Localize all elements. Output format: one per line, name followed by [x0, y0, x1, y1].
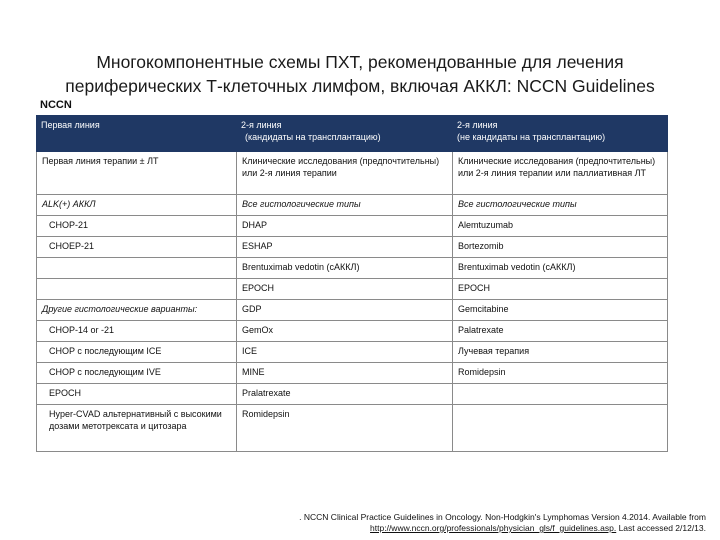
table-cell: ICE [237, 342, 453, 363]
table-cell: Bortezomib [453, 237, 668, 258]
table-row [37, 216, 668, 237]
table-row [37, 258, 668, 279]
table-cell: Romidepsin [453, 363, 668, 384]
table-row [37, 384, 668, 405]
table-cell: Alemtuzumab [453, 216, 668, 237]
table-row [37, 321, 668, 342]
header-second-line-transplant: 2-я линия (кандидаты на трансплантацию) [237, 116, 453, 152]
table-cell: Pralatrexate [237, 384, 453, 405]
table-row [37, 300, 668, 321]
table-cell: DHAP [237, 216, 453, 237]
table-cell: ALK(+) АККЛ [37, 195, 237, 216]
table-row [37, 279, 668, 300]
table-cell: Лучевая терапия [453, 342, 668, 363]
table-cell: CHOP с последующим ICE [37, 342, 237, 363]
table-cell: Клинические исследования (предпочтительны) или 2-я линия терапии [237, 152, 453, 195]
table-cell: EPOCH [37, 384, 237, 405]
table-cell [37, 279, 237, 300]
table-cell: MINE [237, 363, 453, 384]
table-row [37, 195, 668, 216]
table-row [37, 237, 668, 258]
table-cell: Brentuximab vedotin (сАККЛ) [453, 258, 668, 279]
table-row [37, 152, 668, 195]
slide-title [30, 50, 690, 98]
table-cell: Gemcitabine [453, 300, 668, 321]
table-cell [453, 405, 668, 452]
table-cell: GDP [237, 300, 453, 321]
table-cell: EPOCH [453, 279, 668, 300]
table-cell: Клинические исследования (предпочтительны) или 2-я линия терапии или паллиативная ЛТ [453, 152, 668, 195]
table-cell: Другие гистологические варианты: [37, 300, 237, 321]
table-row [37, 363, 668, 384]
table-cell: Все гистологические типы [237, 195, 453, 216]
table-cell: Brentuximab vedotin (сАККЛ) [237, 258, 453, 279]
table-cell: Первая линия терапии ± ЛТ [37, 152, 237, 195]
footnote-link[interactable]: http://www.nccn.org/professionals/physician_gls/f_guidelines.asp. [370, 523, 617, 533]
table-cell: GemOx [237, 321, 453, 342]
table-cell: Hyper-CVAD альтернативный с высокими дозами метотрексата и цитозара [37, 405, 237, 452]
table-row [37, 405, 668, 452]
header-first-line: Первая линия [37, 116, 237, 152]
regimen-table [36, 115, 668, 452]
title-line-1: Многокомпонентные схемы ПХТ, рекомендованные для лечения [96, 52, 624, 72]
table-cell [37, 258, 237, 279]
table-cell: CHOP-14 or -21 [37, 321, 237, 342]
table-cell: EPOCH [237, 279, 453, 300]
footnote-citation: . NCCN Clinical Practice Guidelines in Oncology. Non-Hodgkin's Lymphomas Version 4.2014. Available from [299, 512, 706, 522]
table-cell: Romidepsin [237, 405, 453, 452]
table-cell: ESHAP [237, 237, 453, 258]
table-cell: Palatrexate [453, 321, 668, 342]
table-cell: CHOEP-21 [37, 237, 237, 258]
table-cell [453, 384, 668, 405]
nccn-label: NCCN [40, 99, 72, 111]
footnote-access-date: Last accessed 2/12/13. [616, 523, 706, 533]
title-line-2: периферических Т-клеточных лимфом, включая АККЛ: NCCN Guidelines [65, 76, 655, 96]
header-second-line-no-transplant: 2-я линия (не кандидаты на трансплантацию) [453, 116, 668, 152]
table-header-row [37, 116, 668, 152]
table-cell: Все гистологические типы [453, 195, 668, 216]
table-cell: CHOP-21 [37, 216, 237, 237]
table-row [37, 342, 668, 363]
table-cell: CHOP с последующим IVE [37, 363, 237, 384]
footnote [299, 512, 706, 534]
